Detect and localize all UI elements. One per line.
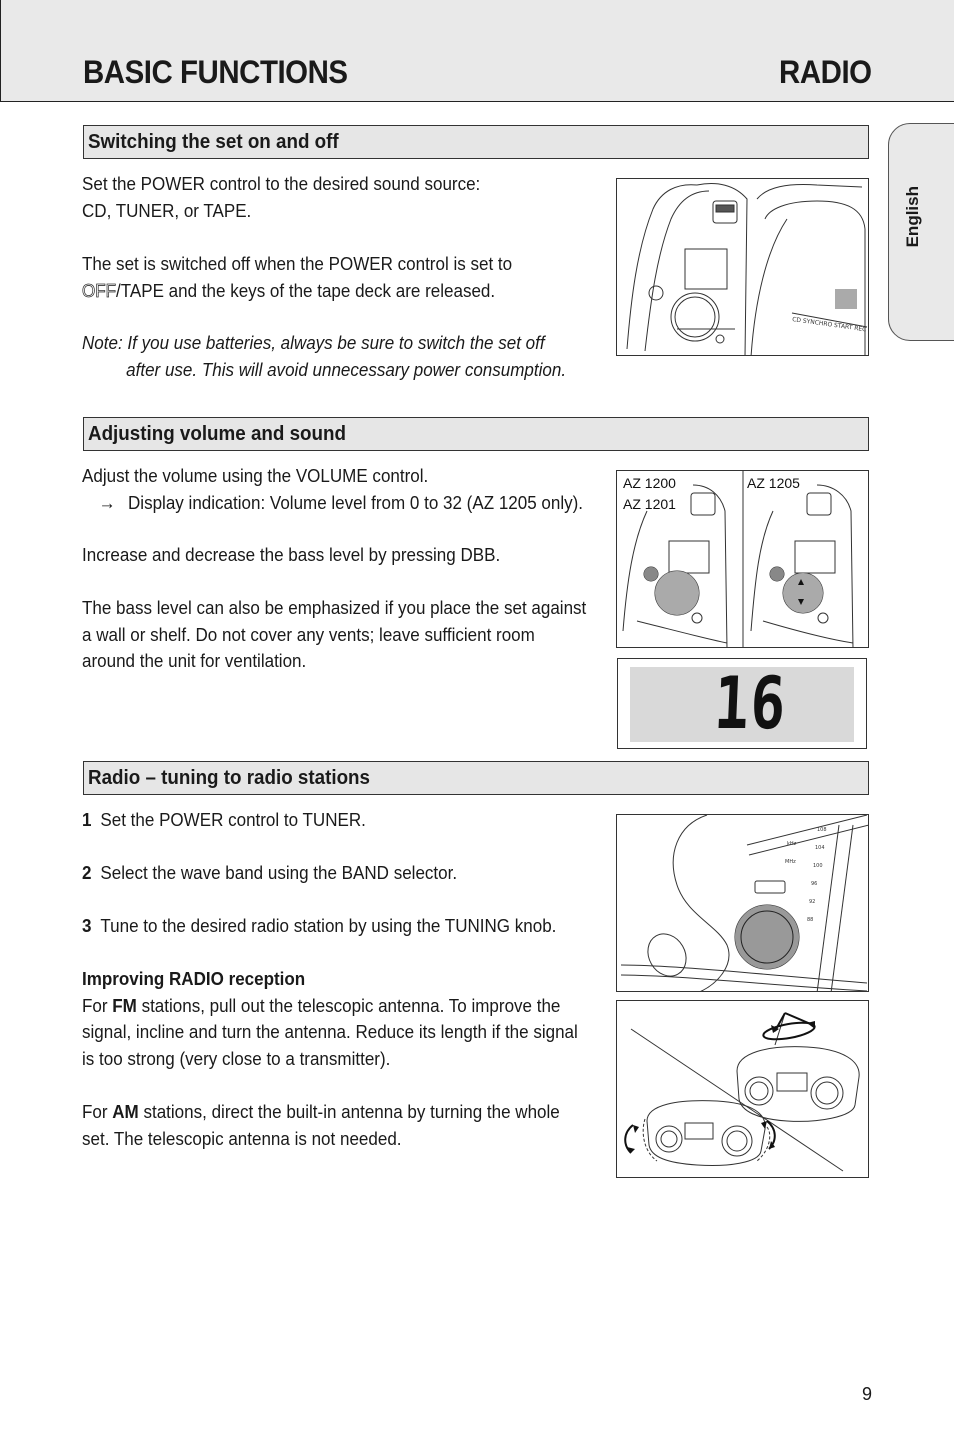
lcd-screen: [630, 661, 854, 745]
chapter-title: RADIO: [779, 54, 872, 90]
language-tab: [888, 123, 954, 341]
text-line: is too strong (very close to a transmitter).: [82, 1047, 391, 1069]
svg-text:100: 100: [813, 863, 823, 869]
text-line: The bass level can also be emphasized if you place the set against: [82, 597, 587, 618]
lcd-volume-value: 16: [712, 661, 789, 745]
step-text: Set the POWER control to TUNER.: [100, 809, 366, 830]
text-line: Increase and decrease the bass level by pressing DBB.: [82, 544, 501, 565]
model-label-left: [623, 473, 676, 515]
text-line: [82, 490, 583, 517]
off-outline-text: OFF: [82, 279, 117, 301]
text-span: stations, pull out the telescopic antenna. To improve the: [136, 994, 561, 1016]
text-line: CD, TUNER, or TAPE.: [82, 199, 252, 221]
header-band: [0, 0, 954, 102]
section-title: Adjusting volume and sound: [88, 423, 346, 445]
text-line: after use. This will avoid unnecessary power consumption.: [126, 358, 567, 380]
model-label-az1200: AZ 1200: [623, 475, 676, 491]
antenna-illustration: [616, 1000, 869, 1178]
svg-text:108: 108: [817, 827, 827, 833]
section-heading-switching: [83, 125, 869, 159]
text-span: For: [82, 1101, 113, 1122]
svg-text:MHz: MHz: [785, 859, 796, 865]
tuning-knob-illustration: [616, 814, 869, 992]
text-line: [82, 993, 578, 1020]
text-span: stations, direct the built-in antenna by turning the whole: [138, 1101, 560, 1122]
am-paragraph: [82, 1099, 560, 1152]
text-line: a wall or shelf. Do not cover any vents; leave sufficient room: [82, 623, 535, 645]
text-line: around the unit for ventilation.: [82, 650, 307, 671]
switching-paragraph-2: [82, 251, 512, 304]
page-title: BASIC FUNCTIONS: [83, 54, 348, 90]
page-number: 9: [862, 1384, 873, 1404]
step-number: 1: [82, 809, 92, 830]
fm-label: FM: [112, 994, 137, 1016]
radio-step-1: [82, 807, 366, 834]
svg-text:104: 104: [815, 845, 825, 851]
section-title: Switching the set on and off: [88, 131, 339, 153]
am-label: AM: [112, 1101, 139, 1122]
text-line: [82, 278, 512, 305]
radio-step-3: [82, 913, 556, 940]
lcd-display-illustration: [617, 658, 867, 749]
svg-text:88: 88: [807, 917, 814, 923]
volume-control-illustration: [616, 470, 869, 648]
text-span: For: [82, 994, 113, 1016]
step-number: 3: [82, 915, 92, 936]
arrow-icon: →: [98, 491, 116, 513]
subheading: Improving RADIO reception: [82, 968, 306, 989]
step-text: Select the wave band using the BAND selector.: [100, 862, 458, 883]
switching-note: [82, 330, 566, 383]
switching-paragraph-1: [82, 171, 480, 224]
text-line: [82, 1099, 560, 1126]
text-line: signal, incline and turn the antenna. Reduce its length if the signal: [82, 1021, 578, 1042]
step-text: Tune to the desired radio station by using the TUNING knob.: [100, 915, 557, 936]
svg-text:92: 92: [809, 899, 816, 905]
section-heading-volume: [83, 417, 869, 451]
svg-text:96: 96: [811, 881, 818, 887]
section-title: Radio – tuning to radio stations: [88, 767, 370, 789]
text-line: Note: If you use batteries, always be sure to switch the set off: [82, 332, 545, 353]
volume-paragraph-3: [82, 595, 586, 675]
radio-step-2: [82, 860, 457, 887]
language-tab-label: English: [903, 186, 922, 248]
text-span: /TAPE and the keys of the tape deck are released.: [116, 279, 496, 301]
svg-text:kHz: kHz: [787, 841, 797, 847]
step-number: 2: [82, 862, 92, 883]
text-line: Set the POWER control to the desired sound source:: [82, 173, 481, 194]
text-span: Display indication: Volume level from 0 to 32 (AZ 1205 only).: [128, 491, 584, 513]
svg-text:CD SYNCHRO START REC: CD SYNCHRO START REC: [791, 316, 867, 334]
improving-reception-block: [82, 966, 578, 1072]
section-heading-radio: [83, 761, 869, 795]
text-line: Adjust the volume using the VOLUME control.: [82, 465, 429, 486]
model-label-right: AZ 1205: [747, 475, 800, 491]
text-line: The set is switched off when the POWER control is set to: [82, 253, 513, 274]
volume-paragraph-1: [82, 463, 583, 516]
model-label-az1201: AZ 1201: [623, 496, 676, 512]
power-control-illustration: [616, 178, 869, 356]
volume-paragraph-2: [82, 542, 500, 569]
text-line: set. The telescopic antenna is not needed.: [82, 1127, 402, 1149]
